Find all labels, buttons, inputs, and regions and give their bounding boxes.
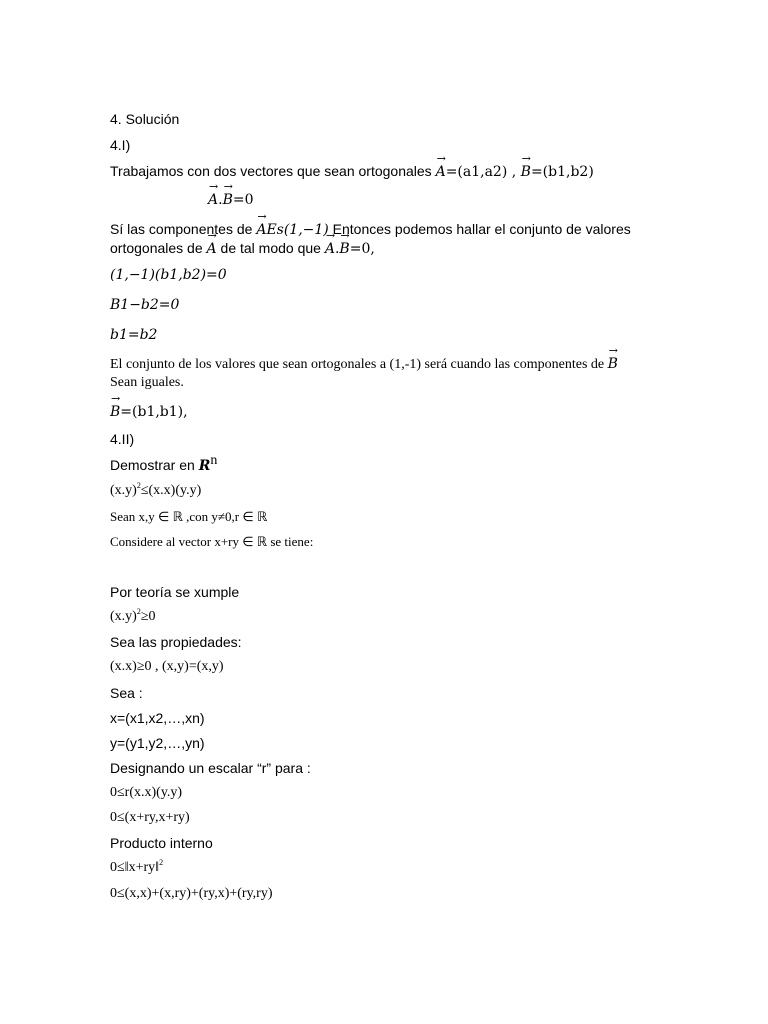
components-line xyxy=(110,220,631,239)
inequality-inner: 0≤(x+ry,x+ry) xyxy=(110,810,190,825)
exponent-2: 2 xyxy=(136,481,141,490)
consider-vector-line: Considere al vector x+ry ∈ ℝ se tiene: xyxy=(110,534,314,549)
scalar-line: Designando un escalar “r” para : xyxy=(110,760,311,776)
equation-equal: b1=b2 xyxy=(110,327,158,343)
equals-zero: =0 xyxy=(232,192,254,208)
intro-line xyxy=(110,162,594,181)
dot-operator: . xyxy=(218,192,223,208)
section-4-ii-label: 4.II) xyxy=(110,431,135,447)
real-space-symbol: R xyxy=(198,458,211,474)
vector-b: → B xyxy=(339,240,349,258)
properties-heading: Sea las propiedades: xyxy=(110,634,242,650)
inequality-scalar: 0≤r(x.x)(y.y) xyxy=(110,785,183,800)
orthogonal-text-2: de tal modo que xyxy=(216,240,325,256)
conclusion-text: El conjunto de los valores que sean ortogonales a (1,-1) será cuando las componentes de xyxy=(110,357,608,372)
intro-text: Trabajamos con dos vectores que sean ortogonales xyxy=(110,163,436,179)
square-base: (x.y) xyxy=(110,609,137,624)
vector-a: → A xyxy=(256,221,266,239)
vector-b: → B xyxy=(608,355,618,373)
vector-b-result xyxy=(110,402,188,421)
norm-inequality xyxy=(110,859,163,877)
conclusion-line-2: Sean iguales. xyxy=(110,375,184,390)
nonnegative-square xyxy=(110,608,156,626)
solution-heading: 4. Solución xyxy=(110,111,180,127)
vector-b: → B xyxy=(223,191,233,209)
vector-b: → B xyxy=(110,403,120,421)
y-definition: y=(y1,y2,…,yn) xyxy=(110,735,205,751)
vector-a: → A xyxy=(436,163,446,181)
exponent-2: 2 xyxy=(159,858,164,867)
demonstrate-text: Demostrar en xyxy=(110,457,199,473)
conclusion-line xyxy=(110,355,618,374)
x-definition: x=(x1,x2,…,xn) xyxy=(110,710,205,726)
orthogonal-text: ortogonales de xyxy=(110,240,207,256)
sea-label: Sea : xyxy=(110,685,143,701)
vector-b-def: =(b1,b2) xyxy=(530,164,594,180)
exponent-n: n xyxy=(210,453,218,468)
equals-zero: =0, xyxy=(349,241,375,257)
demonstrate-line xyxy=(110,453,218,475)
theory-line: Por teoría se xumple xyxy=(110,584,240,600)
expanded-inequality: 0≤(x,x)+(x,ry)+(ry,x)+(ry,ry) xyxy=(110,886,273,901)
inner-product-label: Producto interno xyxy=(110,835,213,851)
vector-b-result-value: =(b1,b1), xyxy=(120,404,188,420)
properties-line: (x.x)≥0 , (x,y)=(x,y) xyxy=(110,659,224,674)
inequality-left: (x.y) xyxy=(110,483,137,498)
vector-a: → A xyxy=(325,240,335,258)
components-text-2: Entonces podemos hallar el conjunto de valores xyxy=(328,221,631,237)
components-math: Es(1,−1) xyxy=(266,222,329,238)
vector-a: → A xyxy=(207,240,217,258)
vector-b: → B xyxy=(521,163,531,181)
dot-operator: . xyxy=(334,241,340,257)
vector-a-def: =(a1,a2) , xyxy=(445,164,521,180)
nonnegative-rhs: ≥0 xyxy=(140,609,156,624)
dot-product-equation xyxy=(208,190,254,209)
components-text: Sí las componentes de xyxy=(110,221,257,237)
orthogonal-line xyxy=(110,239,375,258)
equation-difference: B1−b2=0 xyxy=(110,297,180,313)
norm-expression: 0≤‖x+ry‖ xyxy=(110,860,160,875)
exponent-2: 2 xyxy=(136,607,141,616)
cauchy-schwarz-inequality xyxy=(110,482,201,500)
inequality-right: ≤(x.x)(y.y) xyxy=(140,483,202,498)
hypothesis-line: Sean x,y ∈ ℝ ,con y≠0,r ∈ ℝ xyxy=(110,509,268,524)
vector-a: → A xyxy=(208,191,218,209)
section-4-i-label: 4.I) xyxy=(110,137,131,153)
equation-product: (1,−1)(b1,b2)=0 xyxy=(110,267,227,283)
